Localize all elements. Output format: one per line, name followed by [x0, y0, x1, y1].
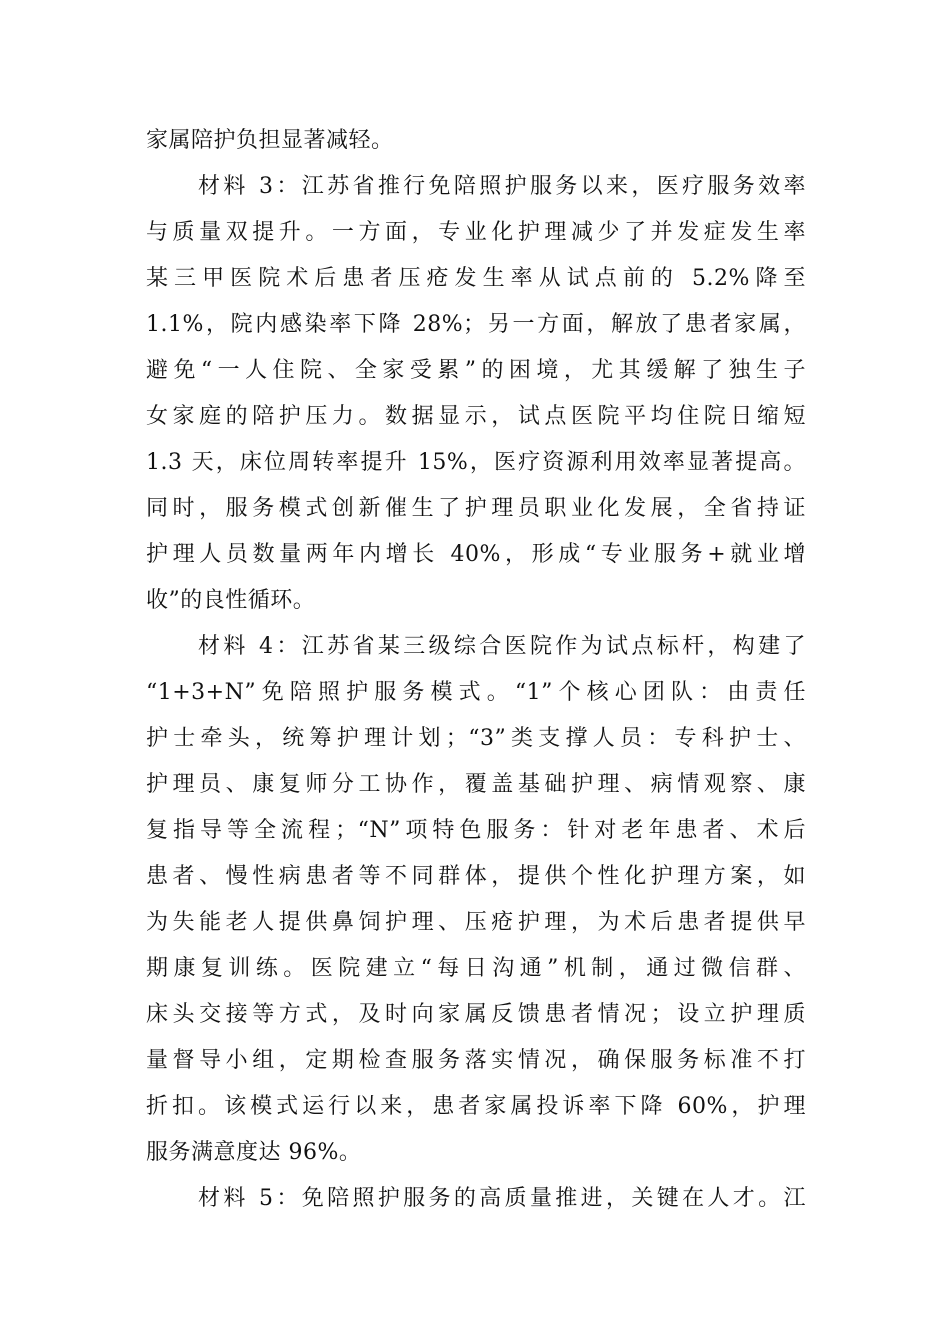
text-line: 同时，服务模式创新催生了护理员职业化发展，全省持证 [146, 496, 806, 521]
text-line: 床头交接等方式，及时向家属反馈患者情况；设立护理质 [146, 1002, 806, 1027]
text-line: 折扣。该模式运行以来，患者家属投诉率下降 60%，护理 [146, 1094, 806, 1119]
text-line: 复指导等全流程；“N”项特色服务：针对老年患者、术后 [146, 818, 806, 843]
text-line: 护理人员数量两年内增长 40%，形成“专业服务+就业增 [146, 542, 806, 567]
text-line: 材料 3：江苏省推行免陪照护服务以来，医疗服务效率 [198, 174, 806, 199]
text-line: 女家庭的陪护压力。数据显示，试点医院平均住院日缩短 [146, 404, 806, 429]
text-line: 1.3 天，床位周转率提升 15%，医疗资源利用效率显著提高。 [146, 450, 806, 475]
text-line: 护理员、康复师分工协作，覆盖基础护理、病情观察、康 [146, 772, 806, 797]
text-line: “1+3+N”免陪照护服务模式。“1”个核心团队：由责任 [146, 680, 806, 705]
text-line: 服务满意度达 96%。 [146, 1140, 362, 1165]
text-line: 某三甲医院术后患者压疮发生率从试点前的 5.2%降至 [146, 266, 806, 291]
text-line: 护士牵头，统筹护理计划；“3”类支撑人员：专科护士、 [146, 726, 806, 751]
text-line: 期康复训练。医院建立“每日沟通”机制，通过微信群、 [146, 956, 806, 981]
text-line: 材料 5：免陪照护服务的高质量推进，关键在人才。江 [198, 1186, 806, 1211]
text-line: 避免“一人住院、全家受累”的困境，尤其缓解了独生子 [146, 358, 806, 383]
text-line: 材料 4：江苏省某三级综合医院作为试点标杆，构建了 [198, 634, 806, 659]
document-body [146, 118, 806, 1222]
text-line: 收”的良性循环。 [146, 588, 316, 613]
text-line: 1.1%，院内感染率下降 28%；另一方面，解放了患者家属， [146, 312, 806, 337]
text-line: 患者、慢性病患者等不同群体，提供个性化护理方案，如 [146, 864, 806, 889]
text-line: 家属陪护负担显著减轻。 [146, 128, 394, 153]
text-line: 量督导小组，定期检查服务落实情况，确保服务标准不打 [146, 1048, 806, 1073]
text-line: 与质量双提升。一方面，专业化护理减少了并发症发生率 [146, 220, 806, 245]
text-line: 为失能老人提供鼻饲护理、压疮护理，为术后患者提供早 [146, 910, 806, 935]
